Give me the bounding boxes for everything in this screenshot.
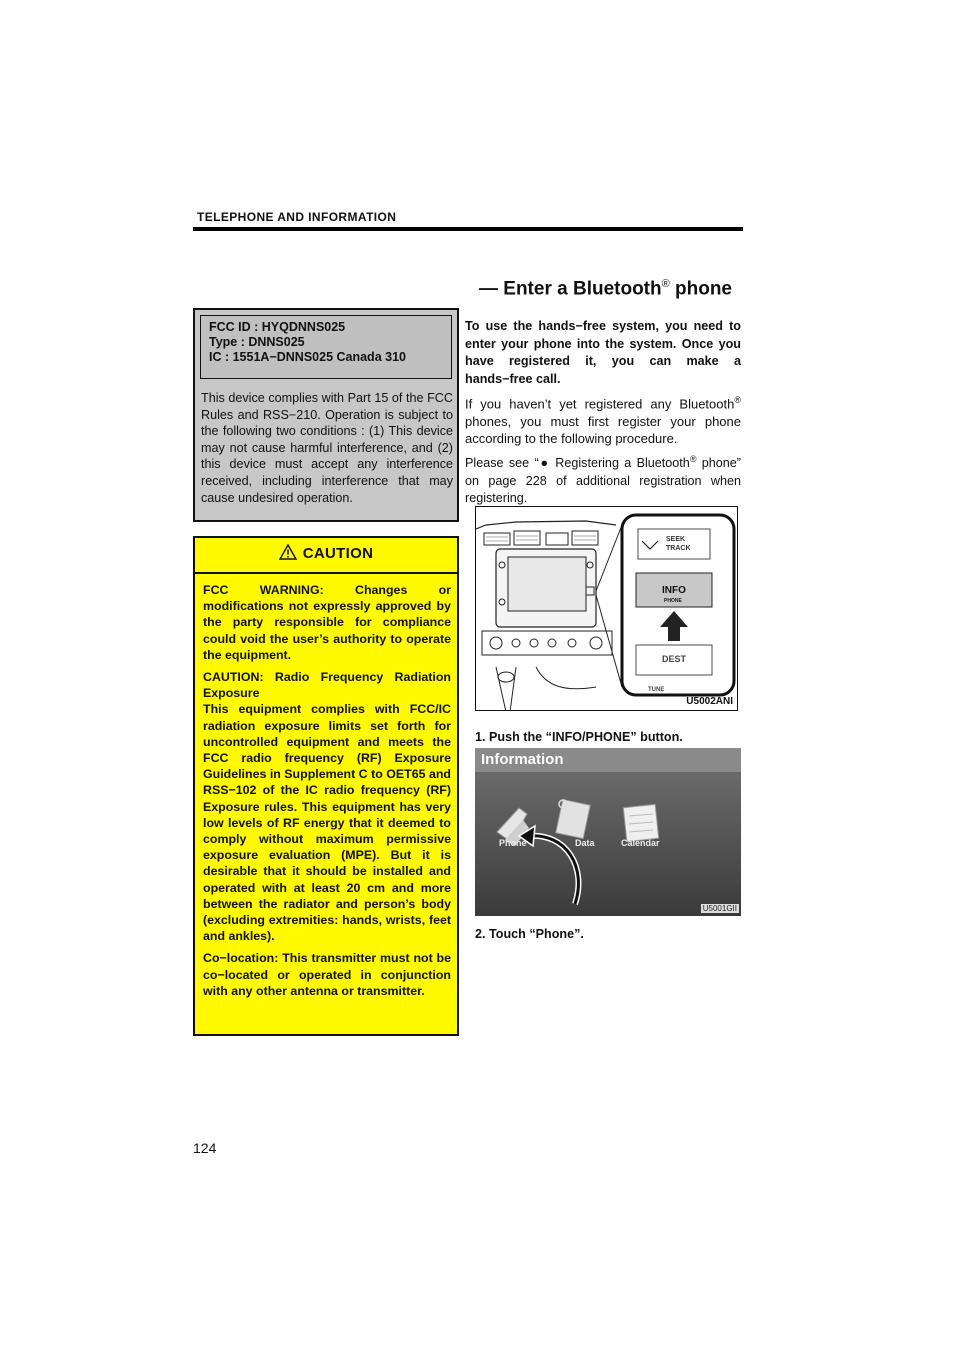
- figure-code: U5002ANI: [686, 696, 733, 707]
- instructions-column: [465, 318, 741, 507]
- info-button-label: INFO: [662, 585, 686, 596]
- fcc-info-box: [193, 308, 459, 522]
- caution-rf-text: This equipment complies with FCC/IC radiation exposure limits set forth for uncontrolled equipment and meets the FCC radio frequency (RF) Exposure Guidelines in Supplement C to OET65 and RSS−102 of the IC radio frequency (RF) Exposure rules. This equipment has very low levels of RF energy that it deemed to comply without maximum permissive exposure evaluation (MPE). But it is desirable that it should be installed and operated with at least 20 cm and more between the radiator and person’s body (excluding extremities: hands, wrists, feet and ankles).: [203, 702, 451, 944]
- data-icon-label: Data: [575, 838, 595, 848]
- reference-link-text: phone” on page 228 of additional registration when registering.: [465, 456, 741, 505]
- fcc-id-panel: [200, 315, 452, 379]
- phone-icon-label: Phone: [499, 838, 527, 848]
- caution-label: CAUTION: [302, 545, 374, 562]
- caution-heading: [195, 544, 457, 562]
- step-1-text: 1. Push the “INFO/PHONE” button.: [475, 730, 683, 744]
- caution-body: [203, 582, 451, 1005]
- title-suffix: phone: [669, 278, 733, 300]
- caution-divider: [195, 572, 457, 574]
- information-screen-illustration: [475, 748, 741, 916]
- bullet-icon: ●: [538, 456, 550, 471]
- dest-label: DEST: [662, 654, 687, 664]
- phone-button-label: PHONE: [664, 598, 682, 604]
- caution-fcc-warning: FCC WARNING: Changes or modifications not expressly approved by the party responsible for compliance could void the user’s authority to operate the equipment.: [203, 583, 451, 662]
- reference-text-b: Registering a Bluetooth: [549, 456, 690, 471]
- register-text-b: phones, you must first register your phone according to the following procedure.: [465, 413, 741, 447]
- reference-paragraph: [465, 451, 741, 507]
- screen-title: Information: [475, 748, 741, 772]
- page-number: 124: [193, 1140, 217, 1156]
- figure-code: U5001GII: [702, 904, 737, 913]
- registered-mark: ®: [689, 454, 697, 465]
- step-2-text: 2. Touch “Phone”.: [475, 927, 584, 941]
- dashboard-illustration: [475, 506, 738, 711]
- caution-rf-heading: CAUTION: Radio Frequency Radiation Exposure: [203, 670, 451, 701]
- section-header: TELEPHONE AND INFORMATION: [197, 210, 397, 224]
- reference-text-a: Please see “: [465, 456, 539, 471]
- fcc-id-line: FCC ID : HYQDNNS025: [209, 320, 346, 334]
- register-text-a: If you haven’t yet registered any Bluetooth: [465, 396, 735, 412]
- title-prefix: — Enter a Bluetooth: [479, 278, 662, 300]
- caution-colocation: Co−location: This transmitter must not be co−located or operated in conjunction with any other antenna or transmitter.: [203, 951, 451, 998]
- registered-mark: ®: [661, 278, 670, 290]
- registered-mark: ®: [734, 395, 741, 406]
- dashboard-drawing: [476, 507, 738, 711]
- calendar-icon-label: Calendar: [621, 838, 660, 848]
- caution-box: [193, 536, 459, 1036]
- seek-label: SEEK: [666, 536, 686, 543]
- header-rule: [193, 227, 743, 231]
- track-label: TRACK: [666, 545, 691, 552]
- fcc-ic-line: IC : 1551A−DNNS025 Canada 310: [209, 350, 406, 364]
- tune-label: TUNE: [648, 687, 665, 693]
- intro-paragraph: To use the hands−free system, you need to enter your phone into the system. Once you have registered it, you can make a hands−free call.: [465, 319, 741, 386]
- section-title: [479, 278, 732, 300]
- warning-triangle-icon: [279, 544, 297, 560]
- fcc-type-line: Type : DNNS025: [209, 335, 305, 349]
- register-paragraph: [465, 392, 741, 447]
- fcc-compliance-text: This device complies with Part 15 of the FCC Rules and RSS−210. Operation is subject to the following two conditions : (1) This device may not cause harmful interference, and (2) this device must accept any interference received, including interference that may cause undesired operation.: [201, 391, 453, 505]
